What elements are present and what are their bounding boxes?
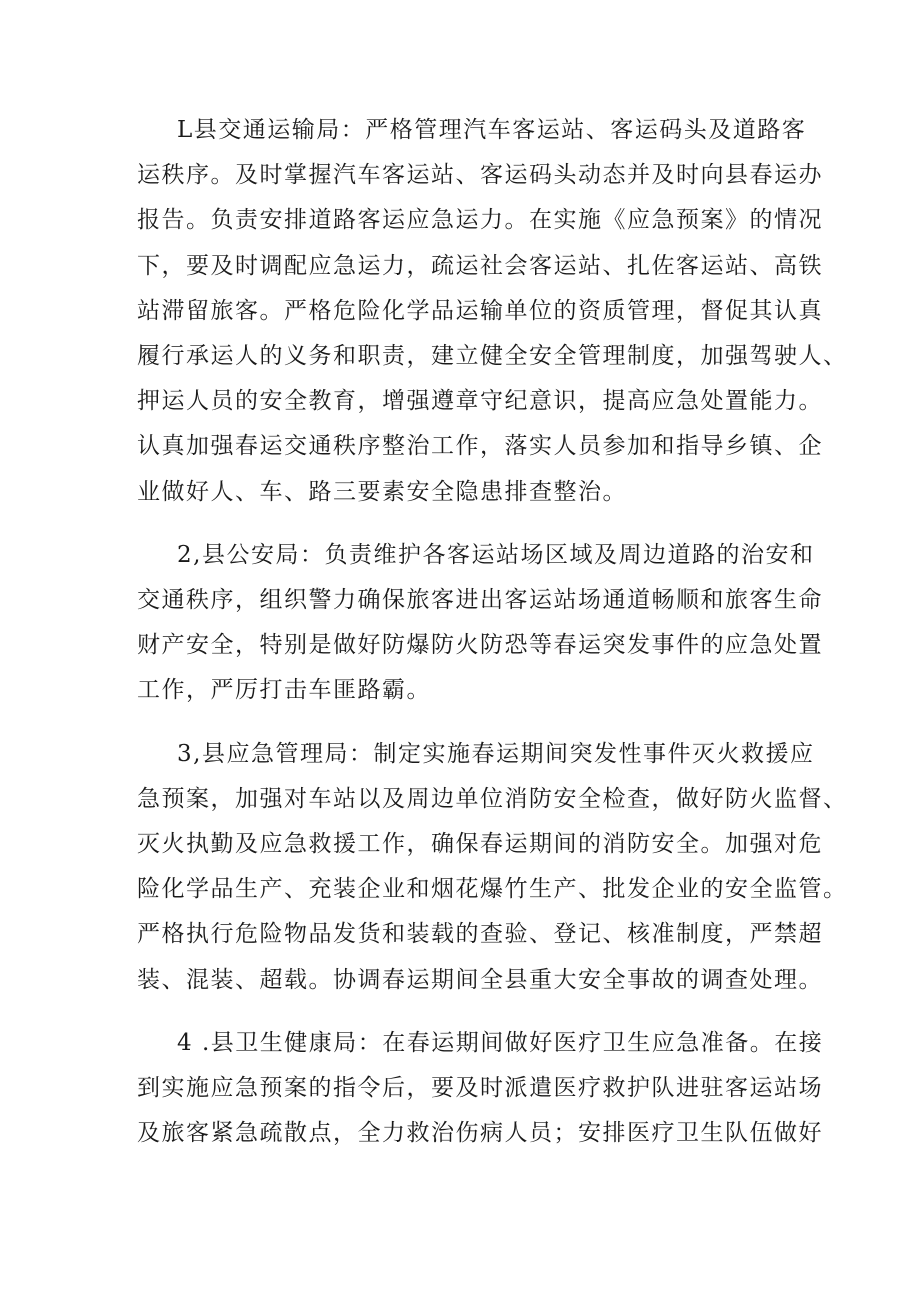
text-line: L县交通运输局：严格管理汽车客运站、客运码头及道路客: [177, 117, 807, 143]
document-body: [137, 108, 848, 1156]
text-line: 4 .县卫生健康局：在春运期间做好医疗卫生应急准备。在接: [177, 1029, 824, 1056]
text-line: 下，要及时调配应急运力，疏运社会客运站、扎佐客运站、高铁: [137, 252, 823, 279]
text-line: 交通秩序，组织警力确保旅客进出客运站场通道畅顺和旅客生命: [137, 587, 823, 614]
text-line: 2,县公安局：负责维护各客运站场区域及周边道路的治安和: [177, 541, 815, 568]
paragraph-transport-bureau: [137, 108, 848, 515]
text-line: 财产安全，特别是做好防爆防火防恐等春运突发事件的应急处置: [137, 632, 823, 659]
text-line: 到实施应急预案的指令后，要及时派遣医疗救护队进驻客运站场: [137, 1075, 823, 1102]
text-line: 运秩序。及时掌握汽车客运站、客运码头动态并及时向县春运办: [137, 162, 823, 189]
text-line: 灭火执勤及应急救援工作，确保春运期间的消防安全。加强对危: [137, 831, 823, 858]
text-line: 认真加强春运交通秩序整治工作，落实人员参加和指导乡镇、企: [137, 433, 823, 460]
text-line: 报告。负责安排道路客运应急运力。在实施《应急预案》的情况: [137, 207, 823, 234]
text-line: 险化学品生产、充装企业和烟花爆竹生产、批发企业的安全监管。: [137, 876, 848, 903]
paragraph-health-bureau: [137, 1021, 824, 1157]
text-line: 业做好人、车、路三要素安全隐患排查整治。: [137, 478, 627, 505]
text-line: 及旅客紧急疏散点，全力救治伤病人员；安排医疗卫生队伍做好: [137, 1120, 823, 1147]
text-line: 装、混装、超载。协调春运期间全县重大安全事故的调查处理。: [137, 966, 823, 993]
text-line: 严格执行危险物品发货和装载的查验、登记、核准制度，严禁超: [137, 921, 823, 948]
text-line: 3,县应急管理局：制定实施春运期间突发性事件灭火救援应: [177, 740, 815, 767]
text-line: 履行承运人的义务和职责，建立健全安全管理制度，加强驾驶人、: [137, 343, 848, 370]
text-line: 工作，严厉打击车匪路霸。: [137, 677, 431, 704]
paragraph-emergency-management-bureau: [137, 732, 848, 1003]
text-line: 急预案，加强对车站以及周边单位消防安全检查，做好防火监督、: [137, 785, 848, 812]
text-line: 站滞留旅客。严格危险化学品运输单位的资质管理，督促其认真: [137, 297, 823, 324]
paragraph-public-security-bureau: [137, 533, 823, 714]
text-line: 押运人员的安全教育，增强遵章守纪意识，提高应急处置能力。: [137, 388, 823, 415]
